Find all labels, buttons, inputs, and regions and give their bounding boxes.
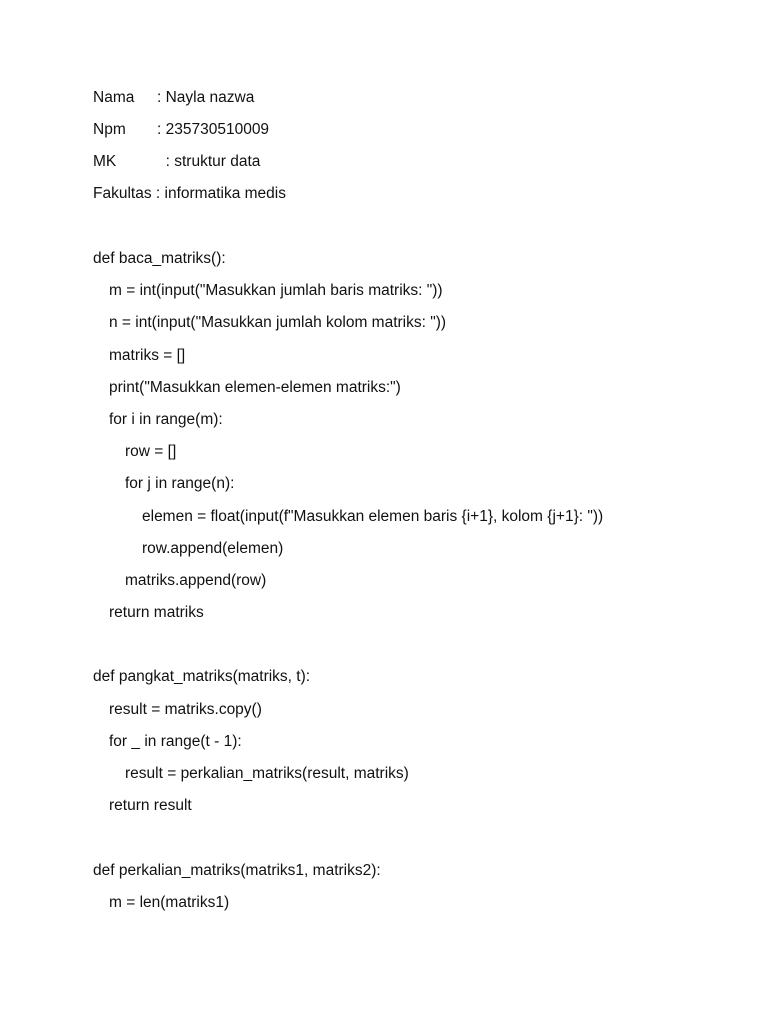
npm-value: : 235730510009 (157, 121, 270, 138)
code-line: def perkalian_matriks(matriks1, matriks2): (93, 861, 381, 879)
code-line: elemen = float(input(f"Masukkan elemen baris {i+1}, kolom {j+1}: ")) (142, 507, 604, 525)
info-row-mk (93, 150, 286, 182)
code-line: return result (109, 797, 192, 815)
info-row-npm (93, 118, 286, 150)
code-line: row = [] (125, 443, 177, 461)
code-line: matriks = [] (109, 346, 186, 364)
code-line: def baca_matriks(): (93, 250, 226, 267)
nama-label: Nama (93, 89, 135, 106)
code-line: result = perkalian_matriks(result, matriks) (125, 765, 409, 782)
code-line: return matriks (109, 604, 204, 622)
code-line: for i in range(m): (109, 410, 223, 428)
code-line: def pangkat_matriks(matriks, t): (93, 668, 311, 686)
code-listing (93, 247, 603, 923)
npm-label: Npm (93, 121, 126, 138)
code-line: for j in range(n): (125, 475, 235, 493)
student-info (93, 86, 286, 214)
mk-value: : struktur data (157, 153, 261, 170)
nama-value: : Nayla nazwa (157, 89, 255, 106)
fakultas-label: Fakultas (93, 185, 152, 202)
info-row-fakultas (93, 182, 286, 214)
code-line: matriks.append(row) (125, 571, 267, 589)
code-line: print("Masukkan elemen-elemen matriks:") (109, 378, 401, 396)
code-line: result = matriks.copy() (109, 700, 262, 718)
code-line: row.append(elemen) (142, 539, 284, 557)
code-line: m = len(matriks1) (109, 893, 230, 911)
blank-line (93, 826, 603, 858)
code-line: for _ in range(t - 1): (109, 732, 242, 750)
code-line: m = int(input("Masukkan jumlah baris matriks: ")) (109, 282, 443, 300)
fakultas-value: : informatika medis (151, 185, 286, 202)
blank-line (93, 633, 603, 665)
mk-label: MK (93, 153, 117, 170)
code-line: n = int(input("Masukkan jumlah kolom matriks: ")) (109, 314, 447, 332)
info-row-nama (93, 86, 286, 118)
